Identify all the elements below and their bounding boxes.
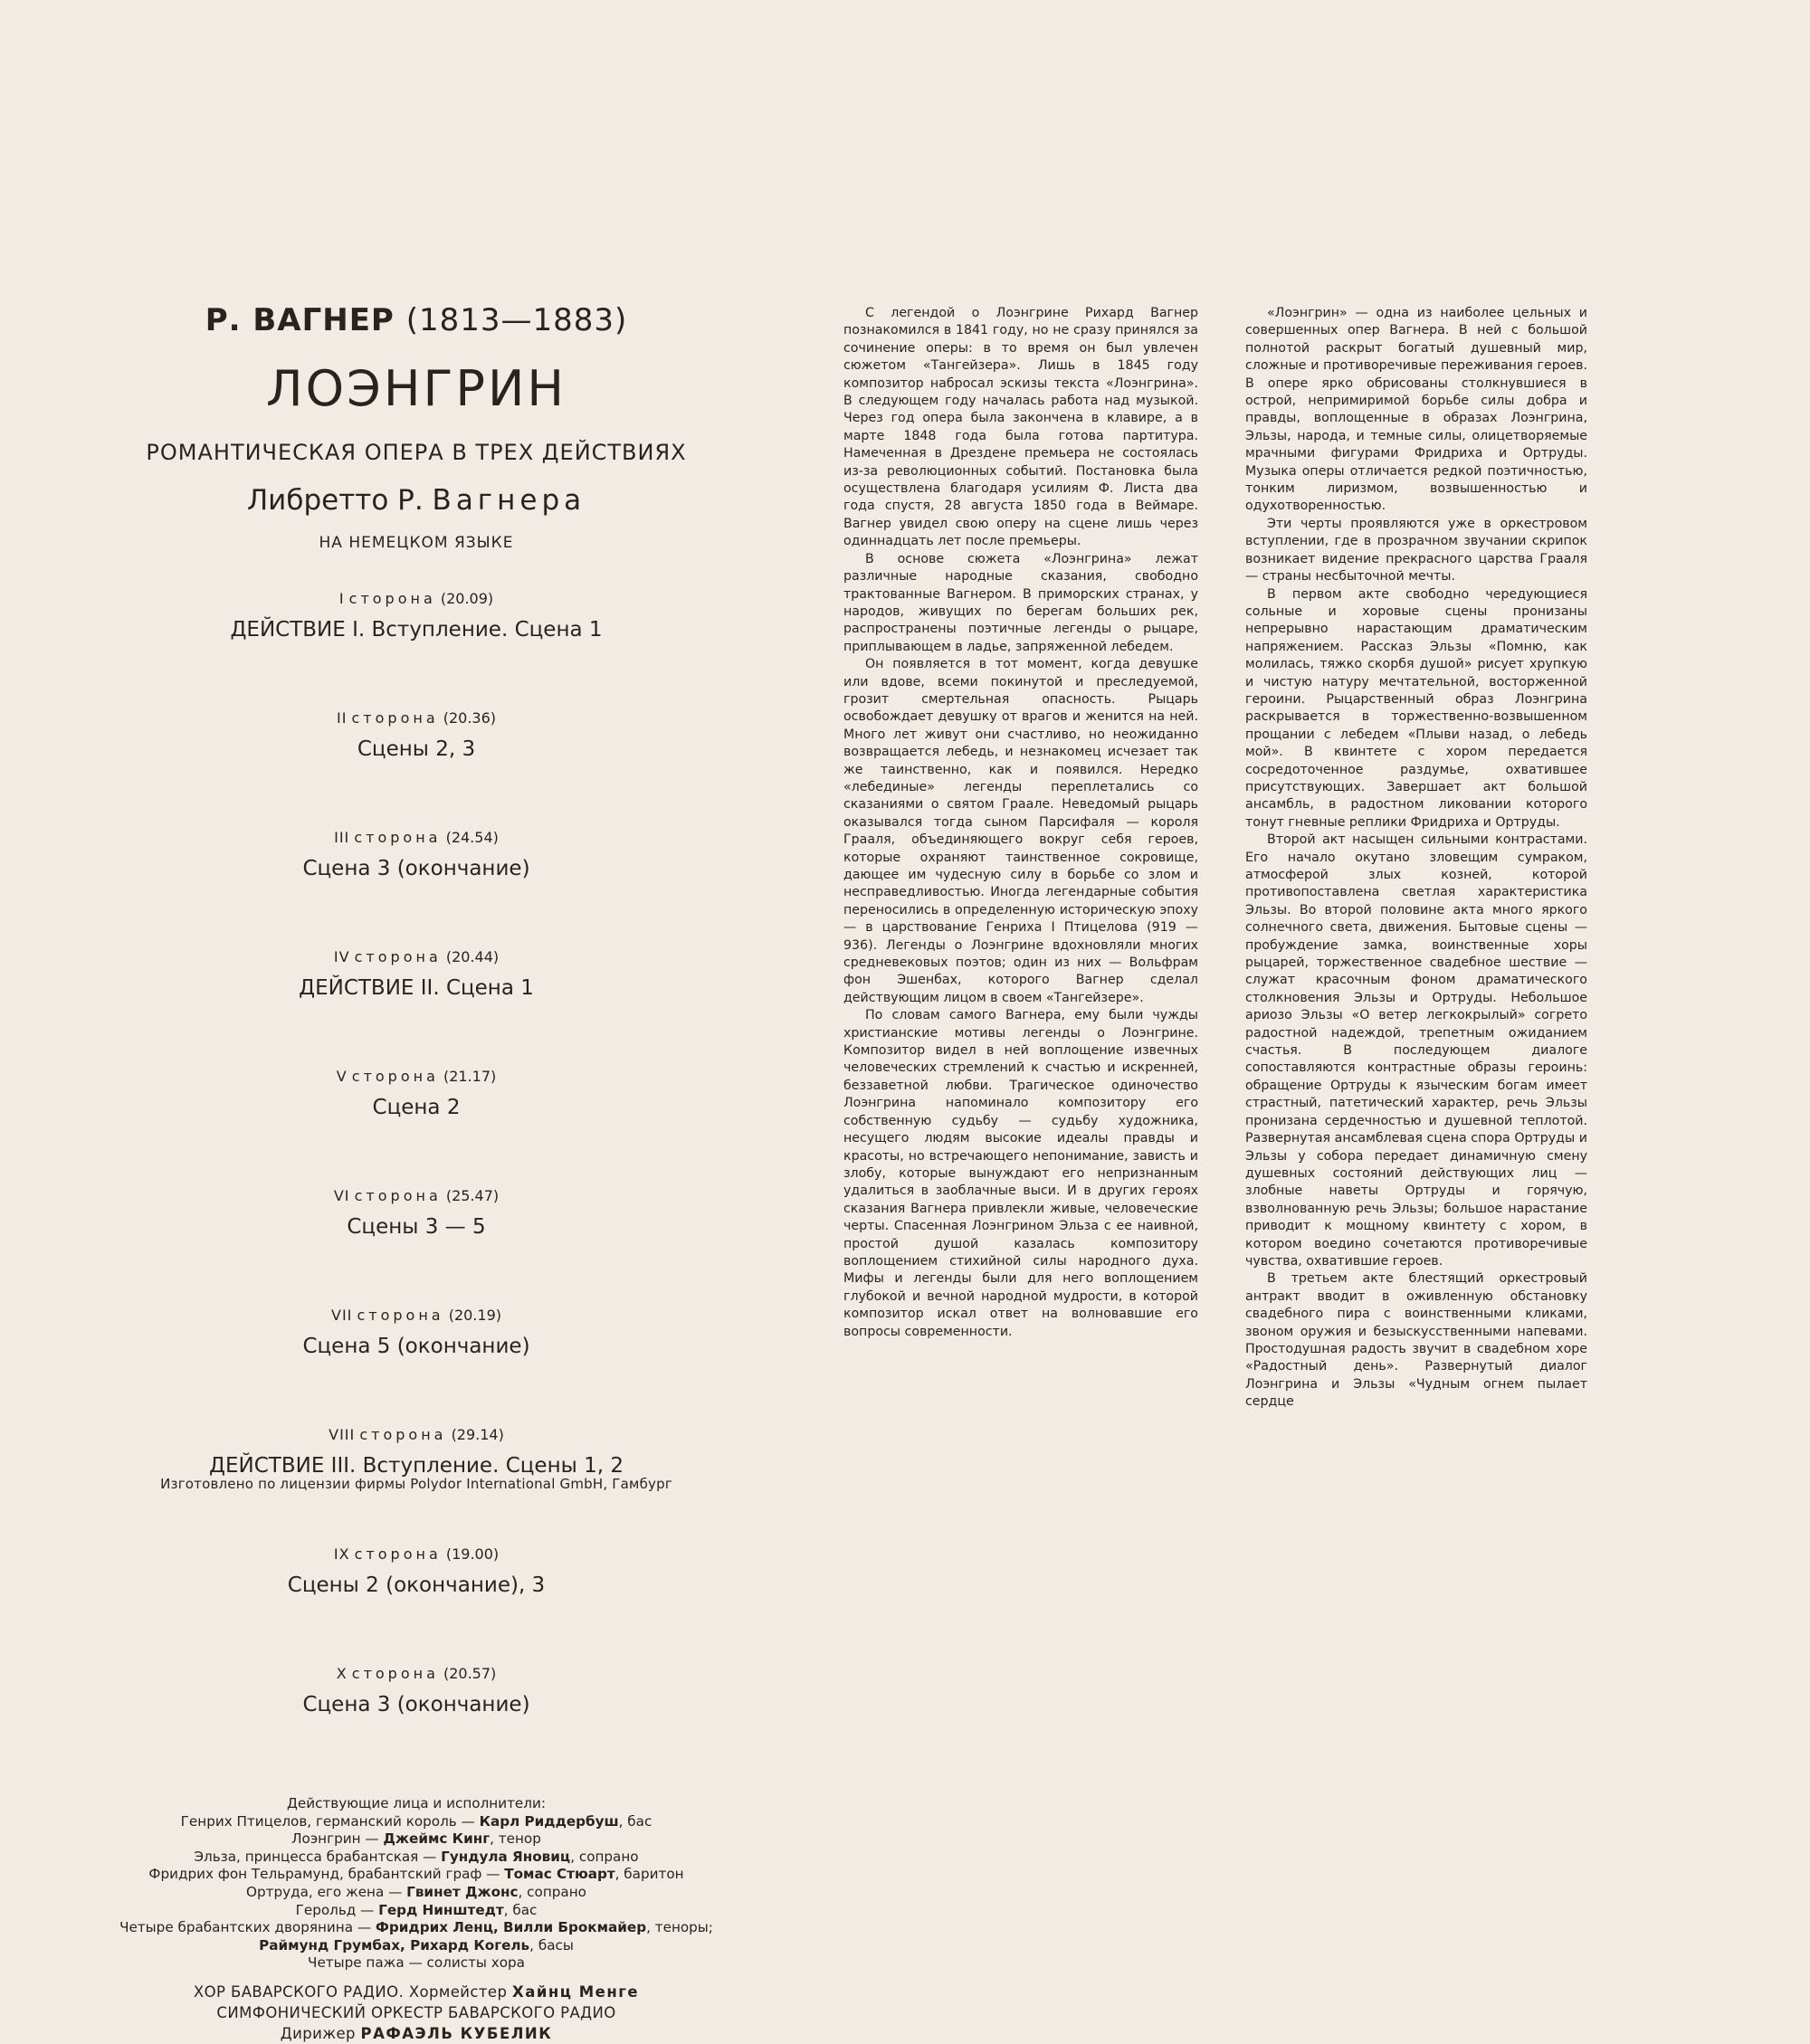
cast-performer: Джеймс Кинг xyxy=(383,1830,491,1848)
side-word: сторона xyxy=(351,1665,439,1682)
side-item xyxy=(100,708,733,827)
side-duration: (19.00) xyxy=(445,1545,500,1563)
libretto-line xyxy=(100,481,733,519)
side-header xyxy=(100,1424,733,1446)
side-number: IV xyxy=(333,948,350,965)
side-header xyxy=(100,1185,733,1207)
side-word: сторона xyxy=(354,829,442,846)
cast-voice: , тенор xyxy=(490,1830,541,1848)
orchestra-line: СИМФОНИЧЕСКИЙ ОРКЕСТР БАВАРСКОГО РАДИО xyxy=(216,2003,616,2021)
cast-line xyxy=(100,1902,733,1920)
side-title: Сцена 3 (окончание) xyxy=(302,857,530,880)
side-duration: (20.09) xyxy=(440,590,494,607)
side-title: ДЕЙСТВИЕ I. Вступление. Сцена 1 xyxy=(230,618,603,642)
side-header xyxy=(100,1305,733,1326)
libretto-prefix: Либретто Р. xyxy=(246,484,424,517)
side-item xyxy=(100,1305,733,1424)
side-number: V xyxy=(336,1068,348,1085)
side-duration: (20.19) xyxy=(448,1307,501,1324)
article-column-2 xyxy=(1245,305,1587,1412)
cast-voice: , баритон xyxy=(614,1866,684,1883)
side-word: сторона xyxy=(359,1426,447,1443)
ensembles-block xyxy=(100,1982,733,2044)
side-word: сторона xyxy=(357,1307,444,1324)
article-column-1 xyxy=(843,305,1198,1341)
cast-role: Генрих Птицелов, германский король — xyxy=(180,1812,480,1830)
cast-performer: Фридрих Ленц, Вилли Брокмайер xyxy=(375,1919,647,1936)
side-word: сторона xyxy=(354,948,442,965)
cast-line xyxy=(100,1866,733,1884)
side-duration: (20.36) xyxy=(443,709,497,727)
side-header xyxy=(100,946,733,968)
language-note: НА НЕМЕЦКОМ ЯЗЫКЕ xyxy=(319,534,514,552)
side-word: сторона xyxy=(354,1545,442,1563)
cast-line xyxy=(100,1884,733,1902)
side-word: сторона xyxy=(354,1187,442,1204)
side-number: VII xyxy=(331,1307,353,1324)
side-item xyxy=(100,1066,733,1185)
side-title: Сцены 3 — 5 xyxy=(347,1215,486,1239)
cast-performer: Томас Стюарт xyxy=(504,1866,615,1883)
side-number: VI xyxy=(333,1187,350,1204)
cast-line xyxy=(100,1849,733,1867)
article-paragraph: В основе сюжета «Лоэнгрина» лежат различные народные сказания, свободно трактованные Вагнером. В приморских странах, у народов, живущих по берегам больших рек, распространены поэтичные легенды о рыцаре, приплывающем в ладье, запряженной лебедем. xyxy=(843,551,1198,654)
side-item xyxy=(100,827,733,946)
cast-list xyxy=(100,1795,733,1973)
side-title: ДЕЙСТВИЕ III. Вступление. Сцены 1, 2 xyxy=(209,1454,624,1478)
side-list xyxy=(100,588,733,1783)
cast-role: Фридрих фон Тельрамунд, брабантский граф — xyxy=(148,1866,505,1883)
side-word: сторона xyxy=(351,1068,439,1085)
cast-voice: , басы xyxy=(529,1936,574,1954)
cast-line xyxy=(100,1830,733,1849)
article-paragraph: Он появляется в тот момент, когда девушке или вдове, всеми покинутой и преследуемой, грозит смертельная опасность. Рыцарь освобождает девушку от врагов и женится на ней. Много лет живут они счастливо, но неожиданно возвращается лебедь, и незнакомец исчезает так же таинственно, как и появился. Нередко «лебединые» легенды переплетались со сказаниями о святом Граале. Неведомый рыцарь оказывался тогда сыном Парсифаля — короля Грааля, объединяющего вокруг себя героев, которые охраняют таинственное сокровище, дающее им чудесную силу в борьбе со злом и несправедливостью. Иногда легендарные события переносились в определенную историческую эпоху — в царствование Генриха I Птицелова (919 — 936). Легенды о Лоэнгрине вдохновляли многих средневековых поэтов; один из них — Вольфрам фон Эшенбах, которого Вагнер сделал действующим лицом в своем «Тангейзере». xyxy=(843,657,1198,1005)
cast-line xyxy=(100,1937,733,1955)
composer-name: Р. ВАГНЕР xyxy=(205,302,395,338)
side-header xyxy=(100,1663,733,1685)
cast-voice: , сопрано xyxy=(570,1848,639,1865)
side-number: I xyxy=(338,590,345,607)
side-title: Сцены 2 (окончание), 3 xyxy=(287,1573,546,1597)
side-number: II xyxy=(336,709,348,727)
cast-heading: Действующие лица и исполнители: xyxy=(287,1795,546,1811)
cast-role: Ортруда, его жена — xyxy=(246,1883,407,1900)
side-number: X xyxy=(336,1665,348,1682)
cast-performer: Гвинет Джонс xyxy=(406,1883,519,1900)
article-paragraph: В третьем акте блестящий оркестровый антракт вводит в оживленную обстановку свадебного пира с воинственными кликами, звоном оружия и безыскусственными напевами. Простодушная радость звучит в свадебном хоре «Радостный день». Развернутый диалог Лоэнгрина и Эльзы «Чудным огнем пылает сердце xyxy=(1245,1271,1587,1410)
side-item xyxy=(100,1185,733,1305)
side-number: IX xyxy=(333,1545,350,1563)
side-title: Сцена 5 (окончание) xyxy=(302,1335,530,1358)
side-word: сторона xyxy=(348,590,436,607)
side-item xyxy=(100,588,733,708)
cast-voice: , теноры; xyxy=(646,1919,713,1936)
side-header xyxy=(100,1544,733,1565)
cast-voice: , бас xyxy=(503,1901,538,1918)
cast-line xyxy=(100,1954,733,1973)
side-header xyxy=(100,588,733,610)
side-number: VIII xyxy=(329,1426,356,1443)
cast-role: Лоэнгрин — xyxy=(291,1830,384,1848)
conductor-line xyxy=(100,2023,733,2044)
opera-subtitle: РОМАНТИЧЕСКАЯ ОПЕРА В ТРЕХ ДЕЙСТВИЯХ xyxy=(146,440,687,465)
conductor-label: Дирижер xyxy=(280,2024,361,2042)
cast-performer: Карл Риддербуш xyxy=(479,1812,619,1830)
cast-line xyxy=(100,1919,733,1937)
side-duration: (21.17) xyxy=(443,1068,497,1085)
side-title: Сцены 2, 3 xyxy=(357,737,476,761)
side-item xyxy=(100,1663,733,1783)
side-duration: (25.47) xyxy=(445,1187,500,1204)
cast-role: Четыре пажа — солисты хора xyxy=(308,1954,525,1972)
cast-voice: , бас xyxy=(618,1812,653,1830)
side-duration: (29.14) xyxy=(451,1426,504,1443)
article-paragraph: Второй акт насыщен сильными контрастами. Его начало окутано зловещим сумраком, атмосферой злых козней, которой противопоставлена светлая характеристика Эльзы. Во второй половине акта много яркого солнечного света, движения. Бытовые сцены — пробуждение замка, воинственные хоры рыцарей, торжественное свадебное шествие — служат красочным фоном драматического столкновения Эльзы и Ортруды. Небольшое ариозо Эльзы «О ветер легкокрылый» согрето радостной надеждой, трепетным ожиданием счастья. В последующем диалоге сопоставляются контрастные образы героинь: обращение Ортруды к языческим богам имеет страстный, патетический характер, речь Эльзы пронизана сердечностью и душевной теплотой. Развернутая ансамблевая сцена спора Ортруды и Эльзы у собора передает динамичную смену душевных состояний действующих лиц — злобные наветы Ортруды и горячую, взволнованную речь Эльзы; большое нарастание приводит к мощному квинтету с хором, в котором воедино сочетаются противоречивые чувства, охватившие героев. xyxy=(1245,832,1587,1269)
article-paragraph: По словам самого Вагнера, ему были чужды христианские мотивы легенды о Лоэнгрине. Композитор видел в ней воплощение извечных человеческих стремлений к счастью и искренней, беззаветной любви. Трагическое одиночество Лоэнгрина напоминало композитору его собственную судьбу — судьбу художника, несущего людям высокие идеалы правды и красоты, но встречающего непонимание, зависть и злобу, которые вынуждают его непризнанным удалиться в заоблачные выси. И в других героях сказания Вагнера привлекли живые, человеческие черты. Спасенная Лоэнгрином Эльза с ее наивной, простой душой казалась композитору воплощением стихийной силы народного духа. Мифы и легенды были для него воплощением глубокой и вечной народной мудрости, в которой композитор искал ответ на волновавшие его вопросы современности. xyxy=(843,1008,1198,1339)
opera-title: ЛОЭНГРИН xyxy=(266,360,567,417)
side-title: Сцена 3 (окончание) xyxy=(302,1693,530,1716)
article-paragraph: В первом акте свободно чередующиеся сольные и хоровые сцены пронизаны непрерывно нарастающим драматическим напряжением. Рассказ Эльзы «Помню, как молилась, тяжко скорбя душой» рисует хрупкую и чистую натуру мечтательной, восторженной героини. Рыцарственный образ Лоэнгрина раскрывается в торжественно-возвышенном прощании с лебедем «Плыви назад, о лебедь мой». В квинтете с хором передается сосредоточенное раздумье, охватившее присутствующих. Завершает акт большой ансамбль, в радостном ликовании которого тонут гневные реплики Фридриха и Ортруды. xyxy=(1245,586,1587,830)
composer-years: (1813—1883) xyxy=(405,302,628,338)
cast-line xyxy=(100,1813,733,1831)
libretto-author: Вагнера xyxy=(432,484,586,517)
article-paragraph: С легендой о Лоэнгрине Рихард Вагнер познакомился в 1841 году, но не сразу принялся за сочинение оперы: в то время он был увлечен сюжетом «Тангейзера». Лишь в 1845 году композитор набросал эскизы текста «Лоэнгрина». В следующем году началась работа над музыкой. Через год опера была закончена в клавире, а в марте 1848 года была готова партитура. Намеченная в Дрездене премьера не состоялась из-за революционных событий. Постановка была осуществлена благодаря усилиям Ф. Листа два года спустя, 28 августа 1850 года в Веймаре. Вагнер увидел свою оперу на сцене лишь через одиннадцать лет после премьеры. xyxy=(843,306,1198,549)
cast-performer: Герд Нинштедт xyxy=(378,1901,504,1918)
side-header xyxy=(100,708,733,729)
cast-performer: Гундула Яновиц xyxy=(441,1848,571,1865)
side-duration: (20.44) xyxy=(445,948,500,965)
cast-role: Герольд — xyxy=(295,1901,379,1918)
side-item xyxy=(100,1544,733,1663)
side-header xyxy=(100,1066,733,1088)
composer-line xyxy=(100,299,733,342)
article-paragraph: Эти черты проявляются уже в оркестровом вступлении, где в прозрачном звучании скрипок возникает видение прекрасного царства Грааля — страны несбыточной мечты. xyxy=(1245,516,1587,585)
conductor-name: РАФАЭЛЬ КУБЕЛИК xyxy=(360,2024,553,2042)
side-header xyxy=(100,827,733,849)
cast-voice: , сопрано xyxy=(518,1883,586,1900)
chorus-label: ХОР БАВАРСКОГО РАДИО. Хормейстер xyxy=(193,1982,512,2001)
side-title: Сцена 2 xyxy=(372,1096,461,1119)
side-item xyxy=(100,946,733,1066)
license-note: Изготовлено по лицензии фирмы Polydor International GmbH, Гамбург xyxy=(160,1476,672,1492)
side-number: III xyxy=(334,829,350,846)
side-word: сторона xyxy=(351,709,439,727)
side-duration: (20.57) xyxy=(443,1665,497,1682)
side-title: ДЕЙСТВИЕ II. Сцена 1 xyxy=(299,976,534,1000)
chorus-master: Хайнц Менге xyxy=(511,1982,640,2001)
cast-role: Эльза, принцесса брабантская — xyxy=(194,1848,442,1865)
title-block xyxy=(100,299,733,2044)
side-duration: (24.54) xyxy=(445,829,499,846)
chorus-line xyxy=(100,1982,733,2002)
cast-performer: Раймунд Грумбах, Рихард Когель xyxy=(259,1936,530,1954)
article-paragraph: «Лоэнгрин» — одна из наиболее цельных и совершенных опер Вагнера. В ней с большой полнотой раскрыт богатый душевный мир, сложные и противоречивые переживания героев. В опере ярко обрисованы столкнувшиеся в острой, непримиримой борьбе силы добра и правды, воплощенные в образах Лоэнгрина, Эльзы, народа, и темные силы, олицетворяемые мрачными фигурами Фридриха и Ортруды. Музыка оперы отличается редкой поэтичностью, тонким лиризмом, возвышенностью и одухотворенностью. xyxy=(1245,306,1587,514)
cast-role: Четыре брабантских дворянина — xyxy=(119,1919,376,1936)
